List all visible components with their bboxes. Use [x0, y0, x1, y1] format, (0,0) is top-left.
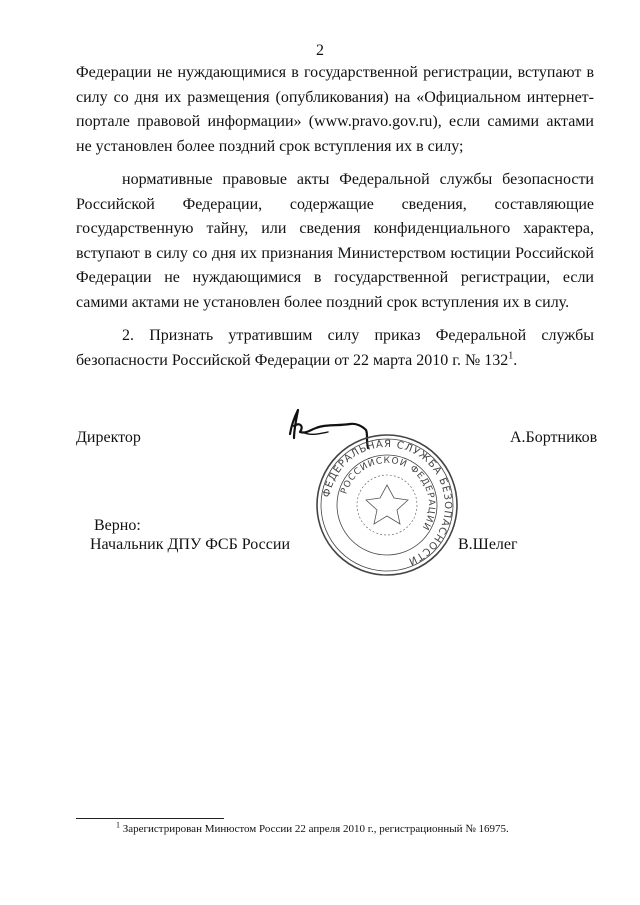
paragraph-repeal-order: [76, 324, 594, 373]
director-name: А.Бортников: [510, 429, 598, 446]
seal-outer-text: ФЕДЕРАЛЬНАЯ СЛУЖБА БЕЗОПАСНОСТИ: [321, 438, 454, 567]
footnote-reference: 1: [508, 350, 514, 362]
director-title: Директор: [76, 429, 141, 446]
footnote-divider: [76, 818, 224, 819]
official-seal: [312, 430, 462, 580]
page-number: 2: [316, 42, 324, 59]
repeal-order-end: .: [513, 351, 518, 369]
repeal-order-text: 2. Признать утратившим силу приказ Федеральной службы безопасности Российской Федерации от 22 марта 2010 г. № 132: [76, 327, 594, 369]
paragraph-continuation: Федерации не нуждающимися в государственной регистрации, вступают в силу со дня их размещения (опубликования) на «Официальном интернет-портале правовой информации» (www.pravo.gov.ru), если самими актами не установлен более поздний срок вступления их в силу;: [76, 64, 594, 155]
department-head-name: В.Шелег: [458, 536, 518, 553]
department-head-title: Начальник ДПУ ФСБ России: [90, 536, 291, 553]
paragraph-normative-acts: нормативные правовые акты Федеральной службы безопасности Российской Федерации, содержащие сведения, составляющие государственную тайну, или сведения конфиденциального характера, вступают в силу со дня их признания Министерством юстиции Российской Федерации не нуждающимися в государственной регистрации, если самими актами не установлен более поздний срок вступления их в силу.: [76, 171, 594, 311]
certified-label: Верно:: [94, 517, 141, 534]
footnote: [116, 820, 509, 835]
footnote-text: Зарегистрирован Минюстом России 22 апреля 2010 г., регистрационный № 16975.: [122, 823, 509, 835]
footnote-mark: 1: [116, 820, 120, 830]
seal-inner-text: РОССИЙСКОЙ ФЕДЕРАЦИИ: [339, 455, 437, 533]
